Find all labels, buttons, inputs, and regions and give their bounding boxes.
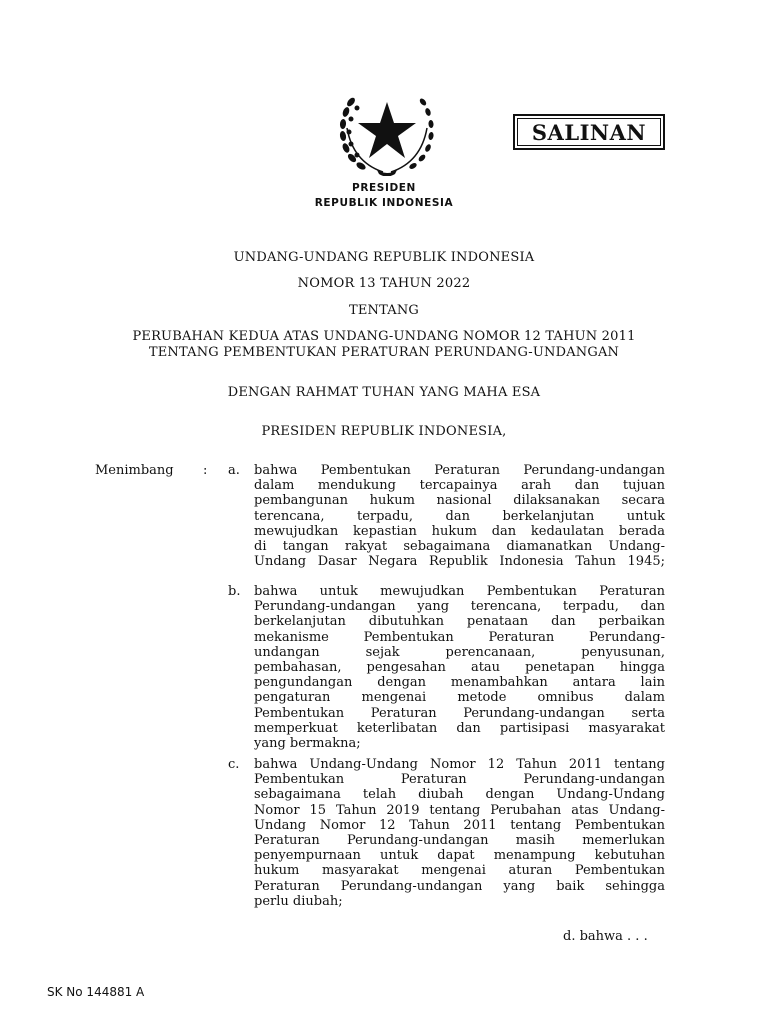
text-line: pengundangan dengan menambahkan antara lain (254, 675, 665, 691)
consideration-c (254, 757, 665, 909)
text-line: yang bermakna; (254, 735, 361, 751)
text-line: Undang Dasar Negara Republik Indonesia Tahun 1945; (254, 554, 665, 570)
salinan-stamp (513, 114, 665, 150)
text-line: Pembentukan Peraturan Perundang-undangan (254, 772, 665, 788)
text-line: perlu diubah; (254, 893, 343, 909)
text-line: bahwa Undang-Undang Nomor 12 Tahun 2011 tentang (254, 757, 665, 772)
law-subject-line-1: PERUBAHAN KEDUA ATAS UNDANG-UNDANG NOMOR 12 TAHUN 2011 (132, 329, 636, 344)
section-label-menimbang: Menimbang (95, 463, 174, 478)
section-colon: : (203, 463, 208, 478)
republic-label: REPUBLIK INDONESIA (314, 197, 454, 209)
text-line: Peraturan Perundang-undangan yang baik sehingga (254, 878, 665, 894)
text-line: pembahasan, pengesahan atau penetapan hingga (254, 659, 665, 675)
salinan-stamp-text: SALINAN (531, 119, 647, 145)
text-line: Pembentukan Peraturan Perundang-undangan serta (254, 705, 665, 721)
item-letter-c: c. (228, 757, 240, 772)
text-line: hukum masyarakat mengenai aturan Pembentukan (254, 863, 665, 879)
text-line: bahwa untuk mewujudkan Pembentukan Peraturan (254, 584, 665, 599)
text-line: memperkuat keterlibatan dan partisipasi masyarakat (254, 720, 665, 736)
text-line: Nomor 15 Tahun 2019 tentang Perubahan atas Undang- (254, 802, 665, 818)
consideration-a (254, 463, 665, 569)
text-line: penyempurnaan untuk dapat menampung kebutuhan (254, 848, 665, 864)
text-line: undangan sejak perencanaan, penyusunan, (254, 644, 665, 660)
text-line: dalam mendukung tercapainya arah dan tujuan (254, 478, 665, 494)
item-letter-b: b. (228, 584, 241, 599)
text-line: berkelanjutan dibutuhkan penataan dan perbaikan (254, 614, 665, 630)
law-subject-line-2: TENTANG PEMBENTUKAN PERATURAN PERUNDANG-UNDANGAN (148, 345, 620, 360)
text-line: Peraturan Perundang-undangan masih memerlukan (254, 832, 665, 848)
text-line: sebagaimana telah diubah dengan Undang-Undang (254, 787, 665, 803)
preamble-president: PRESIDEN REPUBLIK INDONESIA, (261, 424, 507, 439)
document-code: SK No 144881 A (47, 985, 145, 999)
law-title: UNDANG-UNDANG REPUBLIK INDONESIA (233, 250, 535, 265)
law-about: TENTANG (348, 303, 420, 318)
text-line: pembangunan hukum nasional dilaksanakan secara (254, 493, 665, 509)
page-catchword: d. bahwa . . . (563, 929, 648, 944)
consideration-b (254, 584, 665, 751)
text-line: mekanisme Pembentukan Peraturan Perundang- (254, 629, 665, 645)
text-line: Perundang-undangan yang terencana, terpadu, dan (254, 599, 665, 615)
text-line: Undang Nomor 12 Tahun 2011 tentang Pembentukan (254, 817, 665, 833)
preamble-grace: DENGAN RAHMAT TUHAN YANG MAHA ESA (227, 385, 541, 400)
garuda-star-emblem-icon (334, 82, 440, 176)
text-line: mewujudkan kepastian hukum dan kedaulatan berada (254, 523, 665, 539)
item-letter-a: a. (228, 463, 240, 478)
text-line: di tangan rakyat sebagaimana diamanatkan Undang- (254, 538, 665, 554)
law-number: NOMOR 13 TAHUN 2022 (297, 276, 471, 291)
text-line: terencana, terpadu, dan berkelanjutan untuk (254, 508, 665, 524)
president-label: PRESIDEN (352, 182, 416, 194)
text-line: bahwa Pembentukan Peraturan Perundang-undangan (254, 463, 665, 478)
text-line: pengaturan mengenai metode omnibus dalam (254, 690, 665, 706)
